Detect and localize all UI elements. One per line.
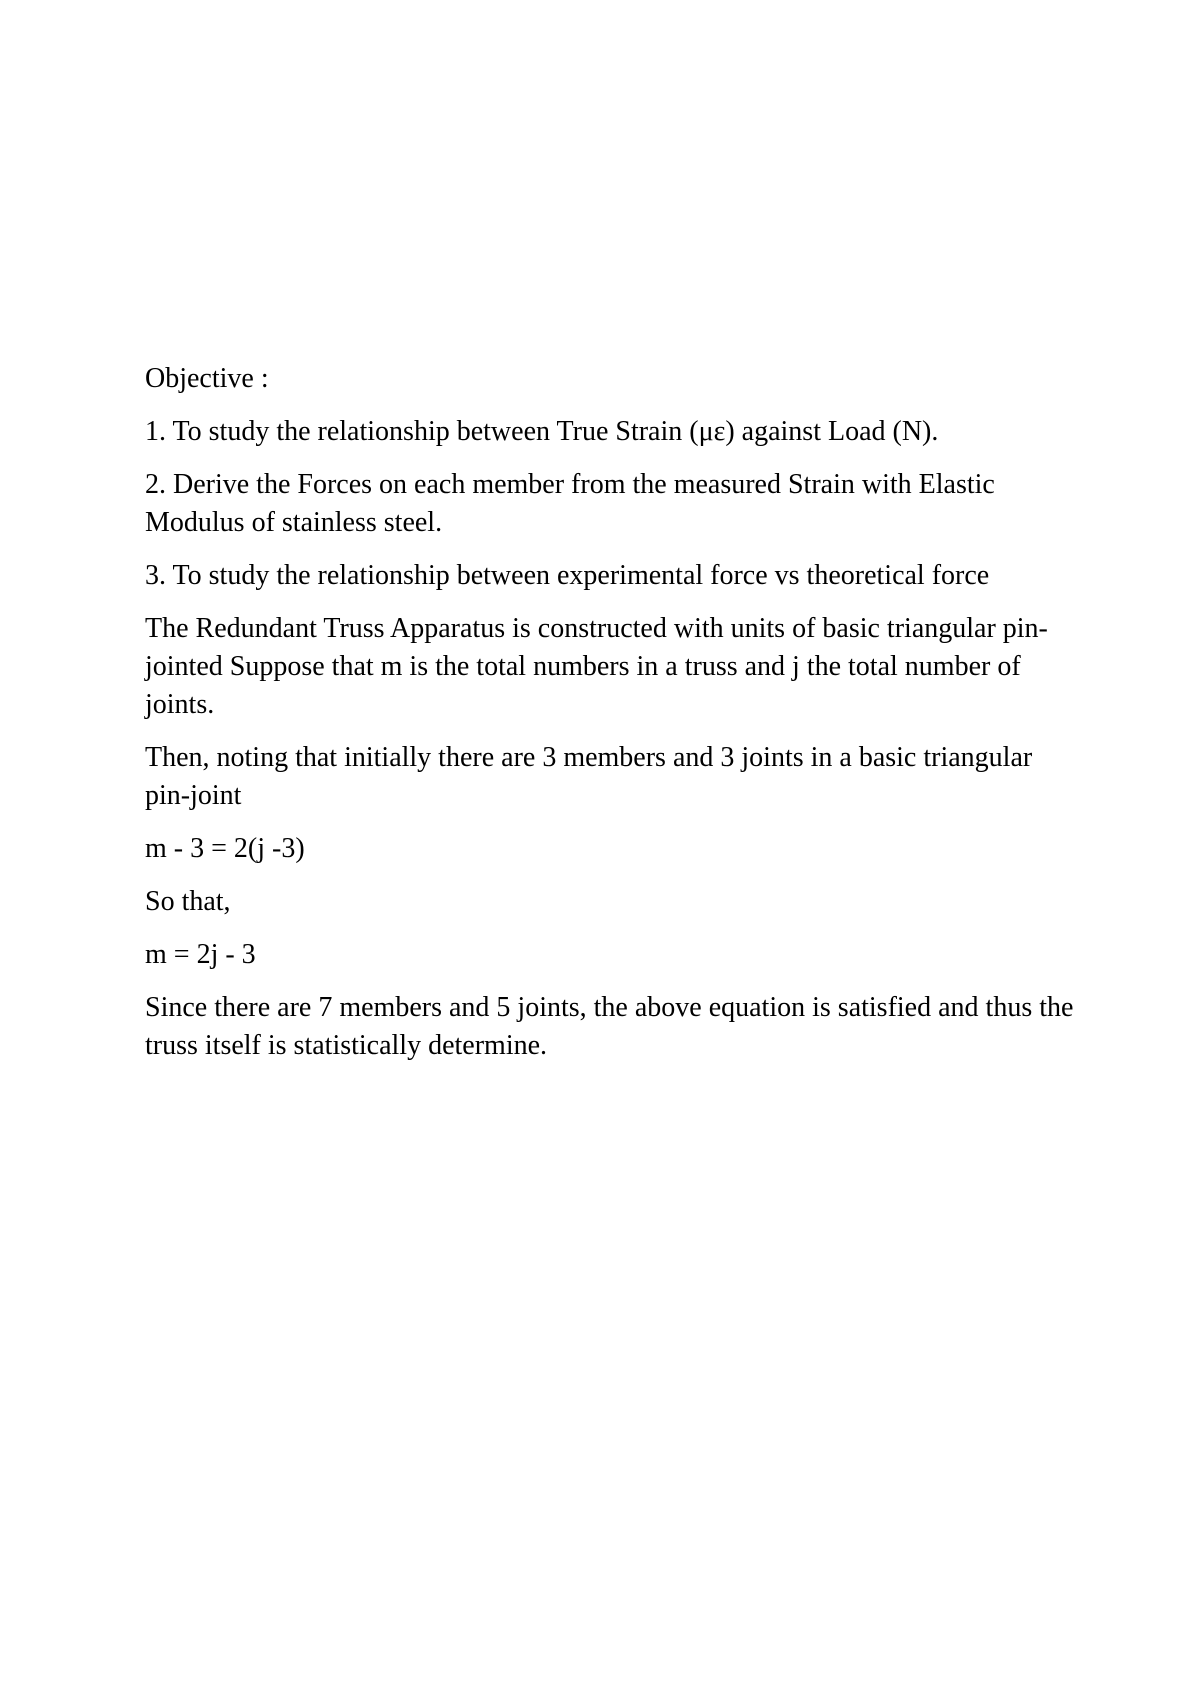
objective-item-2: 2. Derive the Forces on each member from the measured Strain with Elastic Modulus of stainless steel.	[145, 469, 995, 538]
conclusion-paragraph: Since there are 7 members and 5 joints, the above equation is satisfied and thus the truss itself is statistically determine.	[145, 992, 1074, 1061]
equation-1: m - 3 = 2(j -3)	[145, 833, 305, 864]
objective-item-1: 1. To study the relationship between True Strain (με) against Load (N).	[145, 416, 939, 447]
document-body	[145, 360, 1075, 1080]
so-that-text: So that,	[145, 886, 231, 917]
objective-heading: Objective :	[145, 363, 269, 394]
equation-2: m = 2j - 3	[145, 939, 256, 970]
objective-item-3: 3. To study the relationship between experimental force vs theoretical force	[145, 560, 990, 591]
truss-description-paragraph: The Redundant Truss Apparatus is constructed with units of basic triangular pin-jointed Suppose that m is the total numbers in a truss and j the total number of joints.	[145, 613, 1048, 720]
initial-condition-paragraph: Then, noting that initially there are 3 members and 3 joints in a basic triangular pin-joint	[145, 742, 1033, 811]
